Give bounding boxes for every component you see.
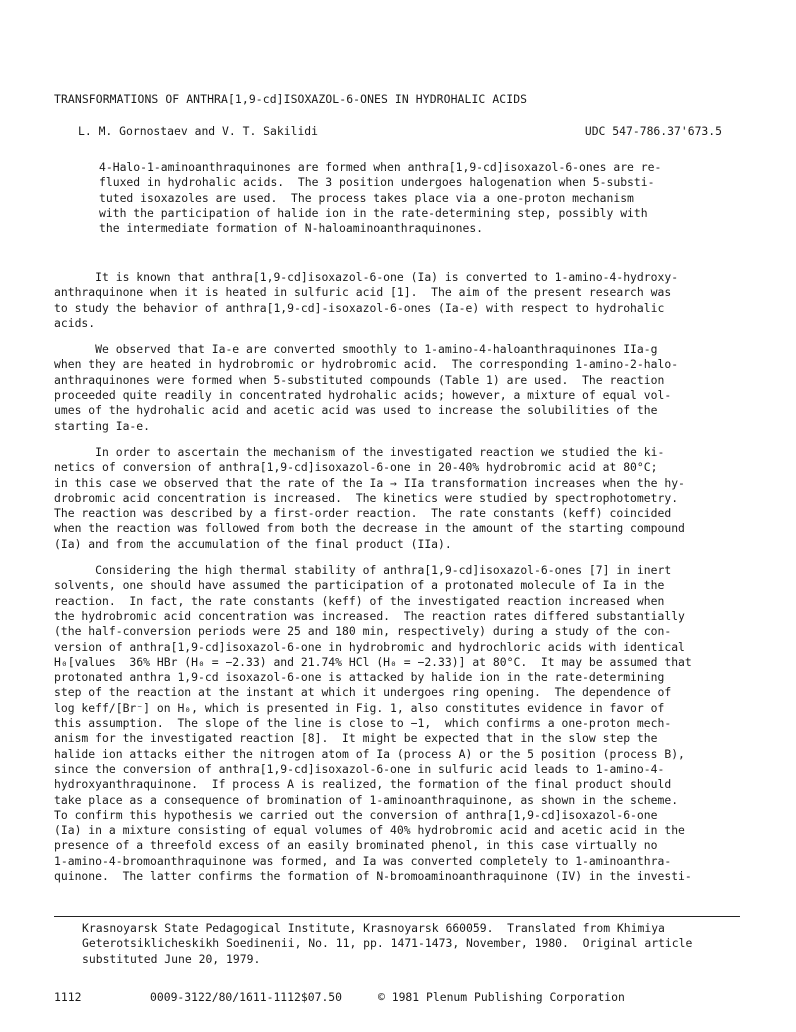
body-line: (the half-conversion periods were 25 and 180 min, respectively) during a study of the con- [54, 624, 672, 639]
paragraph [54, 342, 744, 434]
body-line: anthraquinones were formed when 5-substituted compounds (Table 1) are used. The reaction [54, 372, 665, 387]
body-line: solvents, one should have assumed the participation of a protonated molecule of Ia in the [54, 578, 665, 593]
body-line: In order to ascertain the mechanism of the investigated reaction we studied the ki- [54, 444, 665, 459]
body-line: We observed that Ia-e are converted smoothly to 1-amino-4-haloanthraquinones IIa-g [54, 342, 658, 357]
article-title: TRANSFORMATIONS OF ANTHRA[1,9-cd]ISOXAZOL-6-ONES IN HYDROHALIC ACIDS [54, 92, 528, 106]
abstract-line: the intermediate formation of N-haloaminoanthraquinones. [99, 221, 484, 236]
body-line: presence of a threefold excess of an easily brominated phenol, in this case virtually no [54, 838, 658, 853]
body-line: in this case we observed that the rate of the Ia → IIa transformation increases when the hy- [54, 475, 685, 490]
body-line: The reaction was described by a first-order reaction. The rate constants (keff) coincided [54, 506, 672, 521]
footnote-divider [54, 916, 740, 917]
abstract [99, 160, 719, 236]
abstract-line: 4-Halo-1-aminoanthraquinones are formed when anthra[1,9-cd]isoxazol-6-ones are re- [99, 160, 662, 174]
body-line: when the reaction was followed from both the decrease in the amount of the starting compound [54, 521, 685, 536]
footnote-line: Geterotsiklicheskikh Soedinenii, No. 11, pp. 1471-1473, November, 1980. Original article [82, 936, 693, 951]
paragraph [54, 563, 744, 884]
body-line: the hydrobromic acid concentration was increased. The reaction rates differed substantially [54, 608, 685, 623]
body-line: It is known that anthra[1,9-cd]isoxazol-6-one (Ia) is converted to 1-amino-4-hydroxy- [54, 270, 679, 284]
body-line: umes of the hydrohalic acid and acetic acid was used to increase the solubilities of the [54, 403, 658, 418]
body-line: this assumption. The slope of the line is close to −1, which confirms a one-proton mech- [54, 716, 672, 731]
footnote-line: substituted June 20, 1979. [82, 951, 261, 966]
page-number: 1112 [54, 990, 82, 1004]
body-line: acids. [54, 315, 96, 330]
body-line: (Ia) and from the accumulation of the final product (IIa). [54, 536, 452, 551]
body-line: hydroxyanthraquinone. If process A is realized, the formation of the final product should [54, 777, 672, 792]
body-line: netics of conversion of anthra[1,9-cd]isoxazol-6-one in 20-40% hydrobromic acid at 80°C; [54, 460, 658, 475]
paragraph [54, 270, 744, 331]
authors: L. M. Gornostaev and V. T. Sakilidi [78, 124, 319, 138]
body-line: take place as a consequence of bromination of 1-aminoanthraquinone, as shown in the scheme. [54, 792, 679, 807]
body-line: halide ion attacks either the nitrogen atom of Ia (process A) or the 5 position (process B), [54, 746, 685, 761]
body-line: to study the behavior of anthra[1,9-cd]-isoxazol-6-ones (Ia-e) with respect to hydrohalic [54, 300, 665, 315]
body-line: anism for the investigated reaction [8]. It might be expected that in the slow step the [54, 731, 658, 746]
copyright: © 1981 Plenum Publishing Corporation [378, 990, 625, 1004]
body-line: since the conversion of anthra[1,9-cd]isoxazol-6-one in sulfuric acid leads to 1-amino-4- [54, 761, 665, 776]
abstract-line: with the participation of halide ion in the rate-determining step, possibly with [99, 205, 648, 220]
body-line: (Ia) in a mixture consisting of equal volumes of 40% hydrobromic acid and acetic acid in the [54, 823, 685, 838]
abstract-line: tuted isoxazoles are used. The process takes place via a one-proton mechanism [99, 190, 634, 205]
paragraph [54, 445, 744, 552]
body-line: protonated anthra 1,9-cd isoxazol-6-one is attacked by halide ion in the rate-determining [54, 670, 665, 685]
body-line: H₀[values 36% HBr (H₀ = −2.33) and 21.74% HCl (H₀ = −2.33)] at 80°C. It may be assumed that [54, 654, 692, 669]
article-body [54, 270, 744, 895]
footnote [82, 921, 752, 967]
body-line: proceeded quite readily in concentrated hydrohalic acids; however, a mixture of equal vol- [54, 388, 672, 403]
publication-code: 0009-3122/80/1611-1112$07.50 [150, 990, 343, 1004]
body-line: version of anthra[1,9-cd]isoxazol-6-one in hydrobromic and hydrochloric acids with identical [54, 639, 685, 654]
body-line: when they are heated in hydrobromic or hydrobromic acid. The corresponding 1-amino-2-halo- [54, 357, 679, 372]
body-line: quinone. The latter confirms the formation of N-bromoaminoanthraquinone (IV) in the investi- [54, 868, 692, 883]
body-line: reaction. In fact, the rate constants (keff) of the investigated reaction increased when [54, 593, 665, 608]
body-line: anthraquinone when it is heated in sulfuric acid [1]. The aim of the present research was [54, 285, 672, 300]
body-line: starting Ia-e. [54, 418, 151, 433]
body-line: log keff/[Br⁻] on H₀, which is presented in Fig. 1, also constitutes evidence in favor of [54, 700, 665, 715]
body-line: Considering the high thermal stability of anthra[1,9-cd]isoxazol-6-ones [7] in inert [54, 563, 672, 578]
body-line: 1-amino-4-bromoanthraquinone was formed, and Ia was converted completely to 1-aminoanthra- [54, 853, 672, 868]
abstract-line: fluxed in hydrohalic acids. The 3 position undergoes halogenation when 5-substi- [99, 175, 655, 190]
body-line: step of the reaction at the instant at which it undergoes ring opening. The dependence of [54, 685, 672, 700]
body-line: To confirm this hypothesis we carried out the conversion of anthra[1,9-cd]isoxazol-6-one [54, 807, 658, 822]
udc-code: UDC 547-786.37'673.5 [584, 124, 722, 138]
body-line: drobromic acid concentration is increased. The kinetics were studied by spectrophotometry. [54, 490, 679, 505]
footnote-line: Krasnoyarsk State Pedagogical Institute, Krasnoyarsk 660059. Translated from Khimiya [82, 921, 665, 935]
